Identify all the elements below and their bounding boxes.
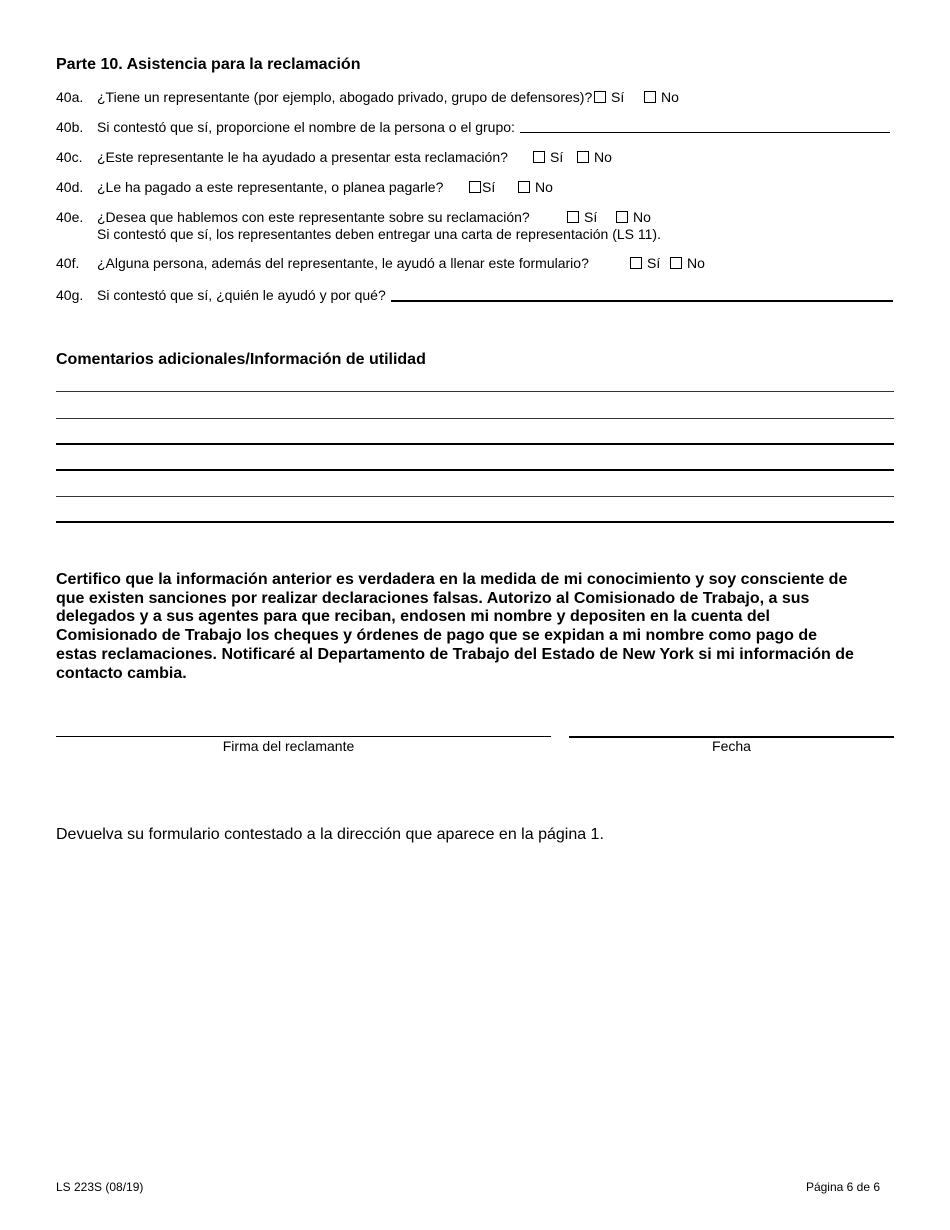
form-id: LS 223S (08/19) [56,1180,144,1194]
helper-name-reason-field[interactable] [391,284,893,302]
question-text-40e: ¿Desea que hablemos con este representante sobre su reclamación? [97,209,530,225]
checkbox-40f-yes[interactable] [630,255,660,271]
checkbox-40a-yes[interactable] [594,89,624,105]
checkbox-40f-no[interactable] [670,255,705,271]
checkbox-label-no: No [535,179,553,195]
question-text-40c: ¿Este representante le ha ayudado a presentar esta reclamación? [97,149,508,165]
signature-field[interactable] [56,718,551,737]
checkbox-box[interactable] [644,91,656,103]
question-note-40e: Si contestó que sí, los representantes deben entregar una carta de representación (LS 11). [97,226,661,242]
checkbox-40c-yes[interactable] [533,149,563,165]
checkbox-box[interactable] [567,211,579,223]
question-text-40f: ¿Alguna persona, además del representante, le ayudó a llenar este formulario? [97,255,589,271]
checkbox-label-no: No [687,255,705,271]
question-number-40b: 40b. [56,119,84,135]
comment-line-4[interactable] [56,469,894,471]
section-title-part10: Parte 10. Asistencia para la reclamación [56,56,361,73]
question-number-40d: 40d. [56,179,84,195]
checkbox-label-yes: Sí [584,209,598,225]
comment-line-1[interactable] [56,391,894,392]
certification-statement: Certifico que la información anterior es verdadera en la medida de mi conocimiento y soy consciente de que existen sanciones por realizar declaraciones falsas. Autorizo al Comisionado de Trabajo, a sus delegados y a sus agentes para que reciban, endosen mi nombre y depositen en la cuenta del Comisionado de Trabajo los cheques y órdenes de pago que se expidan a mi nombre como pago de estas reclamaciones. Notificaré al Departamento de Trabajo del Estado de New York si mi información de contacto cambia. [56,571,854,682]
checkbox-label-no: No [633,209,651,225]
checkbox-box[interactable] [594,91,606,103]
checkbox-40d-yes[interactable] [469,179,495,195]
representative-name-field[interactable] [520,116,890,133]
comment-line-2[interactable] [56,418,894,419]
checkbox-40c-no[interactable] [577,149,612,165]
question-text-40d: ¿Le ha pagado a este representante, o planea pagarle? [97,179,444,195]
question-number-40g: 40g. [56,287,84,303]
comment-line-5[interactable] [56,496,894,497]
question-text-40a: ¿Tiene un representante (por ejemplo, abogado privado, grupo de defensores)? [97,89,593,105]
checkbox-box[interactable] [577,151,589,163]
checkbox-box[interactable] [469,181,481,193]
comment-line-3[interactable] [56,443,894,445]
checkbox-box[interactable] [670,257,682,269]
checkbox-label-no: No [594,149,612,165]
checkbox-label-no: No [661,89,679,105]
question-number-40a: 40a. [56,89,84,105]
comment-line-6[interactable] [56,521,894,523]
checkbox-label-yes: Sí [647,255,661,271]
return-instructions: Devuelva su formulario contestado a la dirección que aparece en la página 1. [56,826,604,843]
checkbox-label-yes: Sí [482,179,496,195]
question-number-40e: 40e. [56,209,84,225]
checkbox-40e-yes[interactable] [567,209,597,225]
question-number-40c: 40c. [56,149,83,165]
checkbox-box[interactable] [533,151,545,163]
section-title-comments: Comentarios adicionales/Información de utilidad [56,351,426,368]
checkbox-box[interactable] [518,181,530,193]
date-label: Fecha [712,738,751,754]
signature-label: Firma del reclamante [222,738,355,754]
question-text-40g: Si contestó que sí, ¿quién le ayudó y por qué? [97,287,386,303]
checkbox-40d-no[interactable] [518,179,553,195]
checkbox-label-yes: Sí [611,89,625,105]
date-field[interactable] [569,718,894,738]
checkbox-40a-no[interactable] [644,89,679,105]
checkbox-box[interactable] [616,211,628,223]
checkbox-label-yes: Sí [550,149,564,165]
checkbox-40e-no[interactable] [616,209,651,225]
checkbox-box[interactable] [630,257,642,269]
page-number: Página 6 de 6 [805,1180,880,1194]
question-number-40f: 40f. [56,255,80,271]
question-text-40b: Si contestó que sí, proporcione el nombre de la persona o el grupo: [97,119,515,135]
